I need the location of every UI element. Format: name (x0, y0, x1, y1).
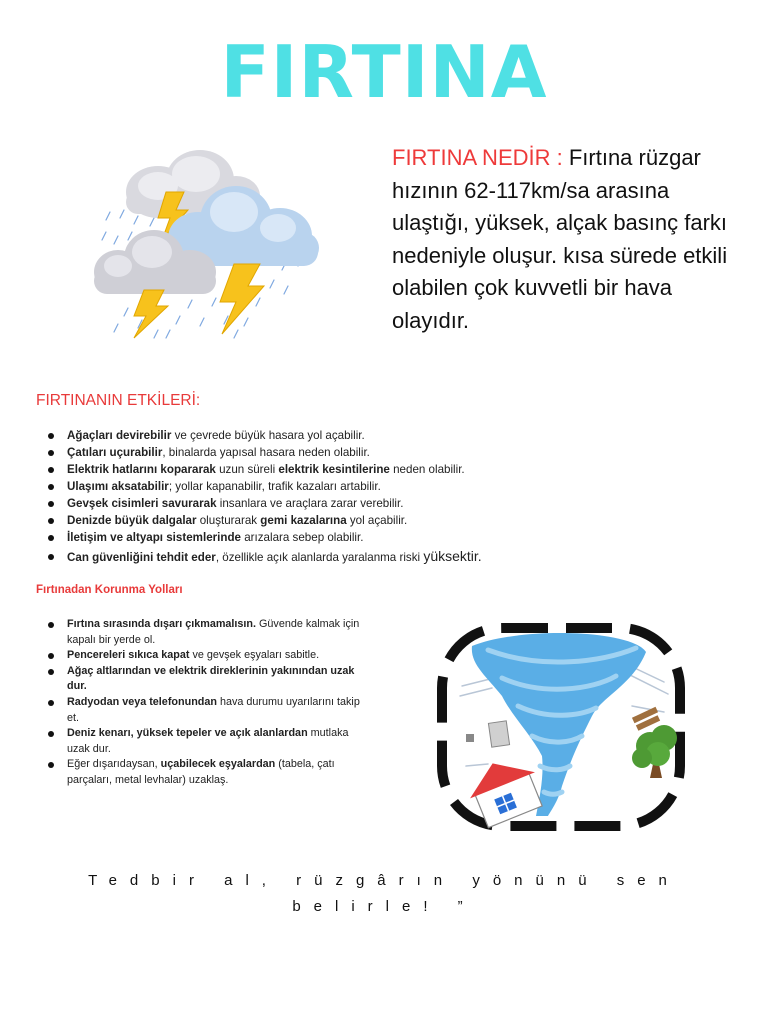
item-text: neden olabilir. (389, 463, 465, 476)
item-text: hava durumu uyarılarını takip et. (67, 695, 360, 724)
item-text: , binalarda yapısal hasara neden olabilir. (162, 446, 370, 459)
item-text: ; yollar kapanabilir, trafik kazaları artabilir. (168, 480, 381, 493)
list-item (48, 726, 373, 757)
list-item (48, 664, 373, 695)
list-item (48, 444, 568, 461)
definition-text: Fırtına rüzgar hızının 62-117km/sa arasına ulaştığı, yüksek, alçak basınç farkı nedeniyle oluşur. kısa sürede etkili olabilen çok kuvvetli bir hava olayıdır. (392, 145, 728, 333)
list-item (48, 461, 568, 478)
protection-list (48, 617, 373, 789)
item-text: uzun süreli (215, 463, 279, 476)
list-item (48, 512, 568, 529)
effects-heading: FIRTINANIN ETKİLERİ: (36, 392, 201, 409)
item-bold: Gevşek cisimleri savurarak (67, 497, 217, 510)
item-text: , özellikle açık alanlarda yaralanma riski (215, 551, 424, 564)
item-bold: Elektrik hatlarını kopararak (67, 463, 216, 476)
list-item (48, 695, 373, 726)
item-bold: elektrik kesintilerine (278, 463, 390, 476)
item-bold: Ulaşımı aksatabilir (67, 480, 169, 493)
item-bold: İletişim ve altyapı sistemlerinde (67, 531, 241, 544)
list-item (48, 529, 568, 546)
list-item (48, 478, 568, 495)
page-title: FIRTINA (220, 30, 548, 114)
item-bold: Pencereleri sıkıca kapat (67, 649, 190, 662)
effects-list (48, 427, 568, 566)
item-text: ve gevşek eşyaları sabitle. (189, 649, 320, 662)
storm-clouds-icon (88, 140, 328, 345)
list-item (48, 495, 568, 512)
list-item (48, 427, 568, 444)
item-bold: Radyodan veya telefonundan (67, 695, 217, 708)
item-text: Eğer dışarıdaysan, (67, 758, 161, 771)
item-bold: Ağaçları devirebilir (67, 429, 172, 442)
list-item (48, 757, 373, 788)
item-text: yol açabilir. (346, 514, 408, 527)
item-bold: Can güvenliğini tehdit eder (67, 551, 216, 564)
definition-label: FIRTINA NEDİR : (392, 145, 569, 170)
item-text: arızalara sebep olabilir. (241, 531, 364, 544)
closing-quote: Tedbir al, rüzgârın yönünü sen belirle! ” (88, 872, 680, 915)
item-bold: uçabilecek eşyalardan (160, 758, 276, 771)
item-bold: Deniz kenarı, yüksek tepeler ve açık alanlardan (67, 727, 308, 740)
protection-heading: Fırtınadan Korunma Yolları (36, 584, 183, 596)
item-text: Güvende kalmak için kapalı bir yerde ol. (67, 618, 360, 646)
item-text: insanlara ve araçlara zarar verebilir. (216, 497, 404, 510)
item-text: mutlaka uzak dur. (67, 727, 349, 755)
item-bold: gemi kazalarına (260, 514, 347, 527)
item-bold: Çatıları uçurabilir (67, 446, 163, 459)
item-bold: Denizde büyük dalgalar (67, 514, 197, 527)
list-item (48, 617, 373, 648)
tornado-icon (432, 616, 690, 838)
item-text: yüksektir. (423, 548, 482, 564)
storm-definition (392, 142, 737, 337)
list-item (48, 548, 568, 566)
item-text: ve çevrede büyük hasara yol açabilir. (171, 429, 365, 442)
item-text: (tabela, çatı parçaları, metal levhalar) uzaklaş. (67, 758, 335, 786)
item-text: oluşturarak (196, 514, 261, 527)
list-item (48, 648, 373, 664)
item-bold: Fırtına sırasında dışarı çıkmamalısın. (67, 618, 257, 630)
item-bold: Ağaç altlarından ve elektrik direklerinin yakınından uzak dur. (67, 664, 355, 693)
